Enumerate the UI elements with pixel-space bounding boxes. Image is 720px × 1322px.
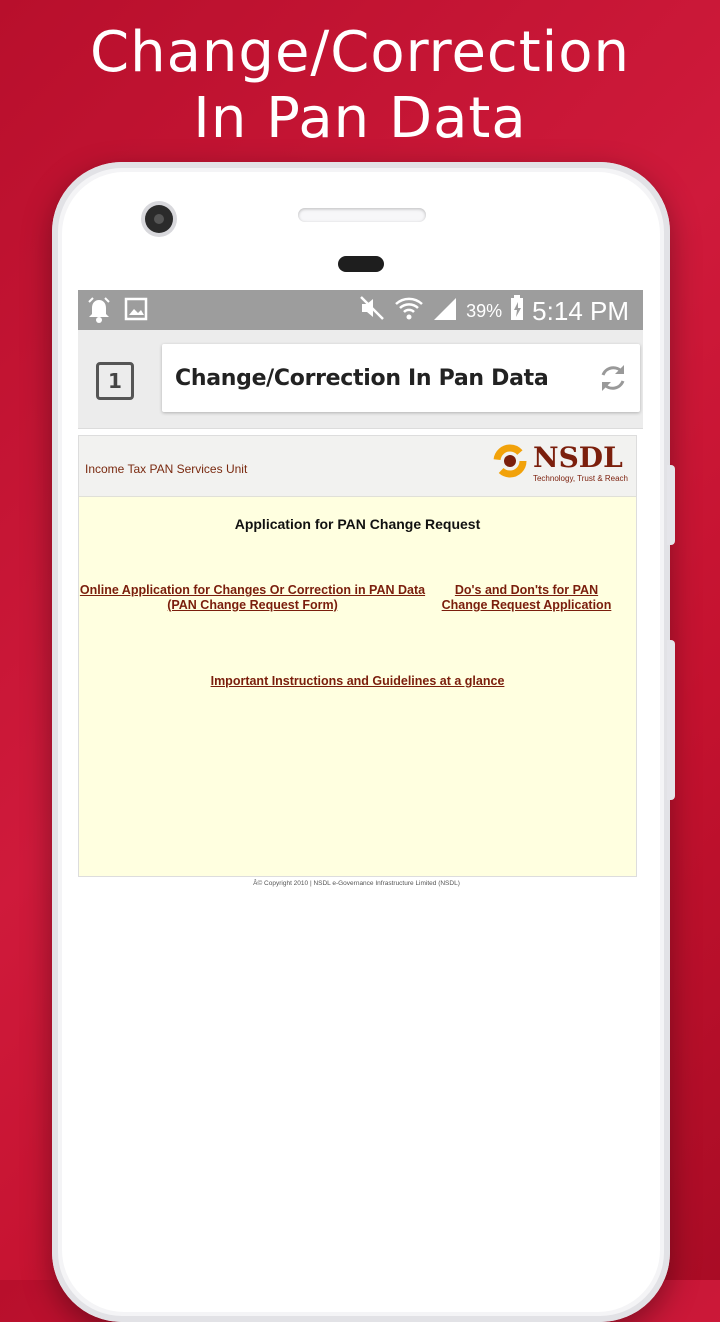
address-bar[interactable] [162, 344, 640, 412]
status-time: 5:14 PM [532, 295, 629, 326]
nsdl-swirl-icon [493, 444, 527, 483]
image-icon [124, 296, 148, 329]
copyright-text: Â© Copyright 2010 | NSDL e-Governance Infrastructure Limited (NSDL) [253, 880, 460, 887]
browser-toolbar [78, 330, 643, 429]
volume-button [667, 465, 675, 545]
nsdl-header [79, 436, 636, 497]
reload-icon[interactable] [598, 362, 628, 399]
logo-tagline: Technology, Trust & Reach [532, 474, 628, 483]
mute-icon [358, 294, 386, 328]
web-content [78, 435, 637, 877]
front-camera [145, 205, 173, 233]
promo-title-line1: Change/Correction [90, 20, 630, 85]
phone-screen [78, 290, 643, 1280]
wifi-icon [394, 294, 424, 328]
signal-icon [432, 294, 458, 328]
online-application-link[interactable]: Online Application for Changes Or Correction in PAN Data (PAN Change Request Form) [79, 583, 426, 612]
dos-and-donts-link[interactable]: Do's and Don'ts for PAN Change Request Application [441, 583, 612, 612]
nsdl-logo[interactable] [493, 441, 628, 483]
battery-charging-icon [510, 294, 524, 328]
earpiece-speaker [298, 208, 426, 222]
promo-title [0, 20, 720, 152]
proximity-sensor [338, 256, 384, 272]
battery-percent: 39% [466, 300, 503, 321]
logo-text: NSDL [532, 441, 623, 474]
instructions-link[interactable]: Important Instructions and Guidelines at a glance [210, 674, 505, 688]
page-title: Change/Correction In Pan Data [175, 366, 549, 391]
status-bar [78, 290, 643, 330]
application-heading: Application for PAN Change Request [234, 516, 481, 532]
promo-title-line2: In Pan Data [193, 86, 527, 151]
tab-count-button[interactable]: 1 [96, 362, 134, 400]
alarm-icon [86, 296, 112, 329]
power-button [667, 640, 675, 800]
unit-label: Income Tax PAN Services Unit [85, 462, 248, 476]
